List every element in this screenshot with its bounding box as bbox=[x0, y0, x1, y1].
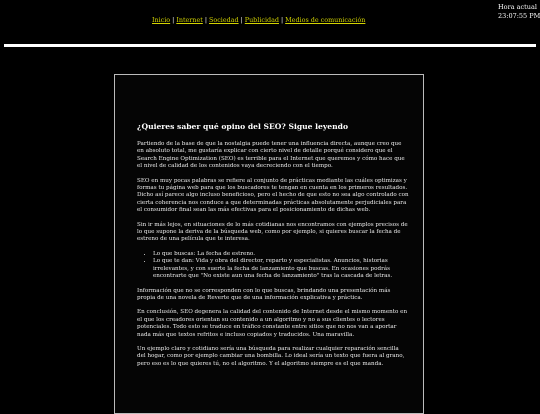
article-title: ¿Quieres saber qué opino del SEO? Sigue leyendo bbox=[137, 122, 349, 131]
clock-time: 23:07:55 PM bbox=[498, 12, 540, 20]
nav-separator: | bbox=[280, 16, 284, 24]
article-paragraph: Partiendo de la base de que la nostalgia puede tener una influencia directa, aunque creo que en absoluto total, me gustaría explicar con cierto nivel de detalle porqué considero que el Search Engine Optimization (SEO) es terrible para el Internet que queremos y cómo hace que el nivel de calidad de los contenidos vaya decreciendo con el tiempo. bbox=[137, 141, 405, 170]
article-paragraph: Información que no se corresponden con lo que buscas, brindando una presentación más propia de una novela de Reverte que de una información explicativa y práctica. bbox=[137, 287, 391, 301]
nav-link-inicio[interactable]: Inicio bbox=[152, 16, 171, 24]
nav-link-internet[interactable]: Internet bbox=[176, 16, 203, 24]
article-content bbox=[137, 122, 409, 375]
article-paragraph: Sin ir más lejos, en situaciones de lo más cotidianas nos encontramos con ejemplos precisos de lo que supone la deriva de la búsqueda web, como por ejemplo, si quieres buscar la fecha de estreno de una película que te interesa. bbox=[137, 221, 408, 243]
header-divider bbox=[4, 44, 536, 47]
nav-link-medios[interactable]: Medios de comunicación bbox=[285, 16, 366, 24]
article-paragraph: Un ejemplo claro y cotidiano sería una búsqueda para realizar cualquier reparación sencilla del hogar, como por ejemplo cambiar una bombilla. Lo ideal sería un texto que fuera al grano, pero eso es lo que quieres tú, no el algoritmo. Y el algoritmo siempre es el que manda. bbox=[137, 345, 405, 367]
top-navigation bbox=[152, 16, 365, 25]
nav-separator: | bbox=[204, 16, 207, 24]
current-time-widget bbox=[498, 3, 540, 21]
nav-separator: | bbox=[172, 16, 175, 24]
nav-link-sociedad[interactable]: Sociedad bbox=[208, 16, 239, 24]
nav-link-publicidad[interactable]: Publicidad bbox=[244, 16, 279, 24]
list-item: • Lo que buscas: La fecha de estreno. bbox=[153, 251, 409, 258]
article-panel bbox=[114, 74, 424, 414]
article-paragraph: En conclusión, SEO degenera la calidad del contenido de Internet desde el mismo momento en el que los creadores orientan su contenido a un algoritmo y no a sus clientes o lectores potenciales. Todo esto se traduce en tráfico constante entre sitios que no nos van a aportar nada más que textos refritos e incluso copiados y traducidos. Una maravilla. bbox=[137, 309, 408, 338]
nav-separator: | bbox=[240, 16, 243, 24]
article-paragraph: SEO en muy pocas palabras se refiere al conjunto de prácticas mediante las cuáles optimizas y formas tu página web para que los buscadores te tengan en cuenta en los primeros resultados. Dicho así parece algo incluso beneficioso, pero el hecho de que esto no sea algo controlado con cierta coherencia nos conduce a que determinadas prácticas absolutamente perjudiciales para el consumidor final sean las más efectivas para el posicionamiento de dichas web. bbox=[137, 177, 409, 214]
clock-label: Hora actual bbox=[498, 3, 537, 11]
example-list bbox=[137, 251, 409, 281]
list-item: • Lo que te dan: Vida y obra del director, reparto y especialistas. Anuncios, historias irrelevantes, y con suerte la fecha de lanzamiento que buscas. En ocasiones podrás encontrarte que "No existe aun una fecha de lanzamiento" tras la cascada de letras. bbox=[153, 258, 409, 280]
